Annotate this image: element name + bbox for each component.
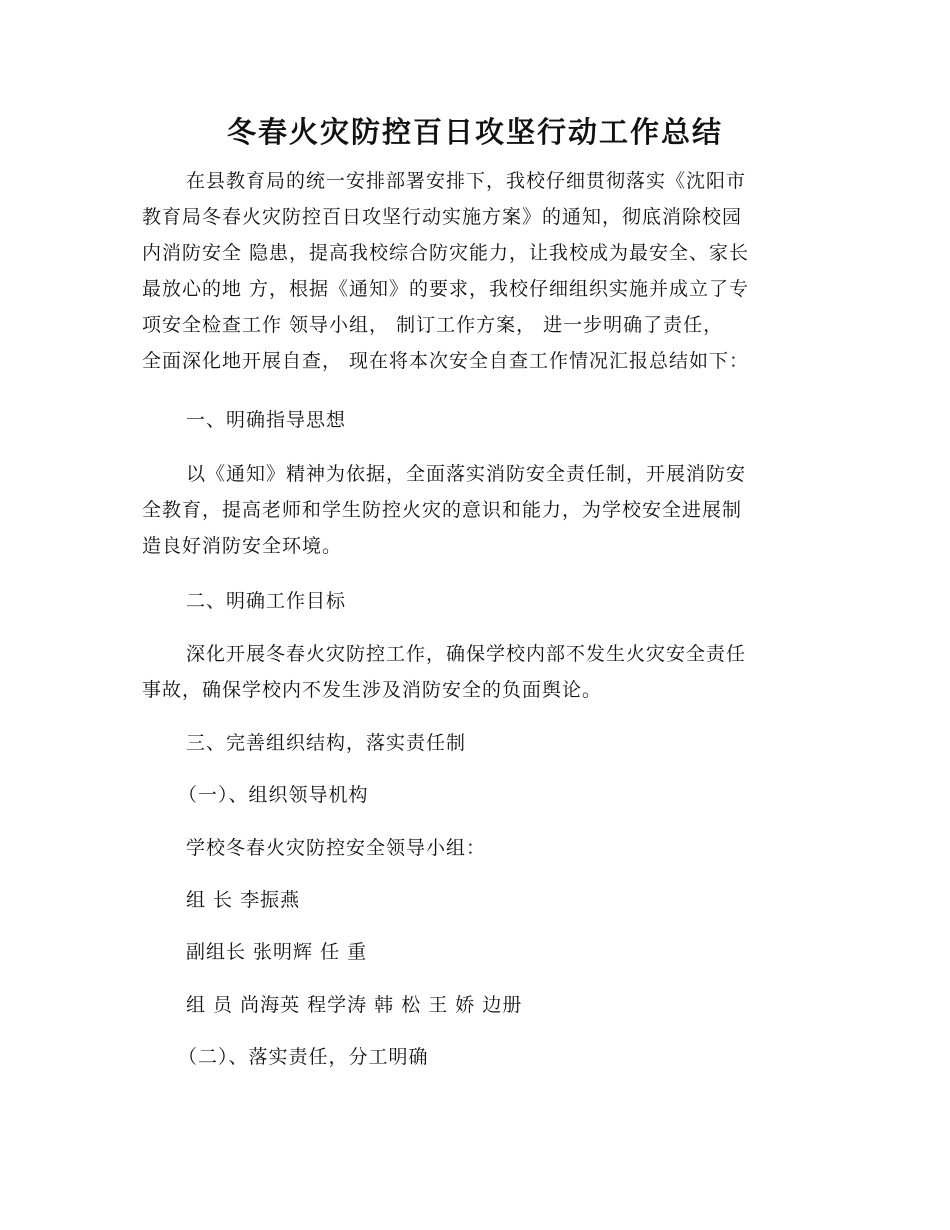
group-leader xyxy=(142,882,810,918)
group-intro-text: 学校冬春火灾防控安全领导小组： xyxy=(186,837,487,859)
group-members-text: 组 员 尚海英 程学涛 韩 松 王 娇 边册 xyxy=(186,994,523,1016)
intro-line: 项安全检查工作 领导小组， 制订工作方案， 进一步明确了责任， xyxy=(142,314,724,336)
paragraph-line: 以《通知》精神为依据，全面落实消防安全责任制，开展消防安 xyxy=(186,463,747,485)
subheading-leadership xyxy=(142,777,810,813)
subheading-text: （一）、组织领导机构 xyxy=(178,784,369,806)
section-heading-work-goal xyxy=(142,583,810,619)
group-intro xyxy=(142,830,810,866)
paragraph-line: 事故，确保学校内不发生涉及消防安全的负面舆论。 xyxy=(142,679,603,701)
group-members xyxy=(142,987,810,1023)
work-goal-paragraph xyxy=(142,636,810,708)
intro-line: 在县教育局的统一安排部署安排下，我校仔细贯彻落实《沈阳市 xyxy=(186,170,747,192)
section-heading-text: 三、完善组织结构，落实责任制 xyxy=(186,732,467,754)
intro-line: 全面深化地开展自查， 现在将本次安全自查工作情况汇报总结如下： xyxy=(142,350,750,372)
group-deputy-text: 副组长 张明辉 任 重 xyxy=(186,941,368,963)
section-heading-guiding-thought xyxy=(142,402,810,438)
group-leader-text: 组 长 李振燕 xyxy=(186,889,301,911)
intro-line: 内消防安全 隐患，提高我校综合防灾能力，让我校成为最安全、家长 xyxy=(142,242,750,264)
section-heading-text: 一、明确指导思想 xyxy=(186,409,347,431)
guiding-thought-paragraph xyxy=(142,456,810,564)
paragraph-line: 全教育，提高老师和学生防控火灾的意识和能力，为学校安全进展制 xyxy=(142,499,743,521)
subheading-text: （二）、落实责任，分工明确 xyxy=(178,1046,429,1068)
group-deputy xyxy=(142,934,810,970)
paragraph-line: 造良好消防安全环境。 xyxy=(142,535,343,557)
section-heading-text: 二、明确工作目标 xyxy=(186,590,347,612)
subheading-responsibility xyxy=(142,1039,810,1075)
intro-paragraph xyxy=(142,163,810,379)
paragraph-line: 深化开展冬春火灾防控工作，确保学校内部不发生火灾安全责任 xyxy=(186,643,747,665)
document-title: 冬春火灾防控百日攻坚行动工作总结 xyxy=(226,115,723,149)
intro-line: 最放心的地 方，根据《通知》的要求，我校仔细组织实施并成立了专 xyxy=(142,278,750,300)
section-heading-organization xyxy=(142,725,810,761)
intro-line: 教育局冬春火灾防控百日攻坚行动实施方案》的通知，彻底消除校园 xyxy=(142,206,743,228)
